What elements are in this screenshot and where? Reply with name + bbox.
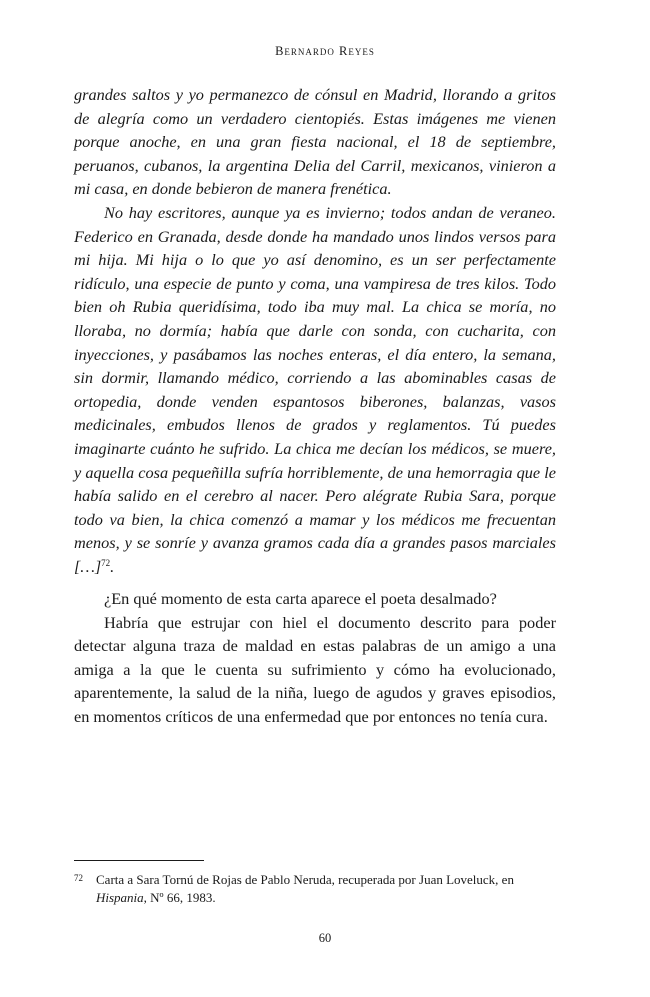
quoted-letter xyxy=(74,83,556,578)
body-paragraph: Habría que estrujar con hiel el documento descrito para poder detectar alguna traza de maldad en estas palabras de un amigo a una amiga a la que le cuenta su sufrimiento y cómo ha evolucionado, aparentemente, la salud de la niña, luego de agudos y graves episodios, en momentos críticos de una enfermedad que por entonces no tenía cura. xyxy=(74,612,556,726)
quote-paragraph: grandes saltos y yo permanezco de cónsul en Madrid, llorando a gritos de alegría como un verdadero cientopiés. Estas imágenes me vienen porque anoche, en una gran fiesta nacional, el 18 de septiembre, peruanos, cubanos, la argentina Delia del Carril, mexicanos, vinieron a mi casa, en donde bebieron de manera frenética. xyxy=(74,85,556,199)
footnote xyxy=(74,871,556,907)
footnote-text-before: Carta a Sara Tornú de Rojas de Pablo Neruda, recuperada por Juan Loveluck, en xyxy=(96,872,514,887)
footnote-divider xyxy=(74,860,204,861)
quote-paragraph xyxy=(74,201,556,579)
page-number: 60 xyxy=(318,931,332,945)
footnote-journal: Hispania xyxy=(96,890,144,905)
running-head: Bernardo Reyes xyxy=(275,44,375,58)
quote-paragraph-text: No hay escritores, aunque ya es invierno; todos andan de veraneo. Federico en Granada, desde donde ha mandado unos lindos versos para mi hija. Mi hija o lo que yo así denomino, es un ser perfectamente ridículo, una especie de punto y coma, una vampiresa de tres kilos. Todo bien oh Rubia queridísima, todo iba muy mal. La chica se moría, no lloraba, no dormía; había que darle con sonda, con cucharita, con inyecciones, y pasábamos las noches enteras, el día entero, la semana, sin dormir, llamando médico, corriendo a las abominables casas de ortopedia, donde venden espantosos biberones, balanzas, vasos medicinales, embudos llenos de grados y reglamentos. Tú puedes imaginarte cuánto he sufrido. La chica me decían los médicos, se muere, y aquella cosa pequeñilla sufría horriblemente, de una hemorragia que le había salido en el cerebro al nacer. Pero alégrate Rubia Sara, porque todo va bien, la chica comenzó a mamar y los médicos me frecuentan menos, y se sonríe y avanza gramos cada día a grandes pasos marciales […] xyxy=(74,202,556,576)
footnote-reference[interactable]: 72 xyxy=(101,557,111,568)
footnote-text xyxy=(96,871,556,907)
footnote-number: 72 xyxy=(74,873,83,883)
body-paragraph: ¿En qué momento de esta carta aparece el poeta desalmado? xyxy=(104,589,497,608)
body-text xyxy=(74,587,556,729)
footnote-text-after: , Nº 66, 1983. xyxy=(143,890,216,905)
quote-end-punctuation: . xyxy=(110,556,115,576)
